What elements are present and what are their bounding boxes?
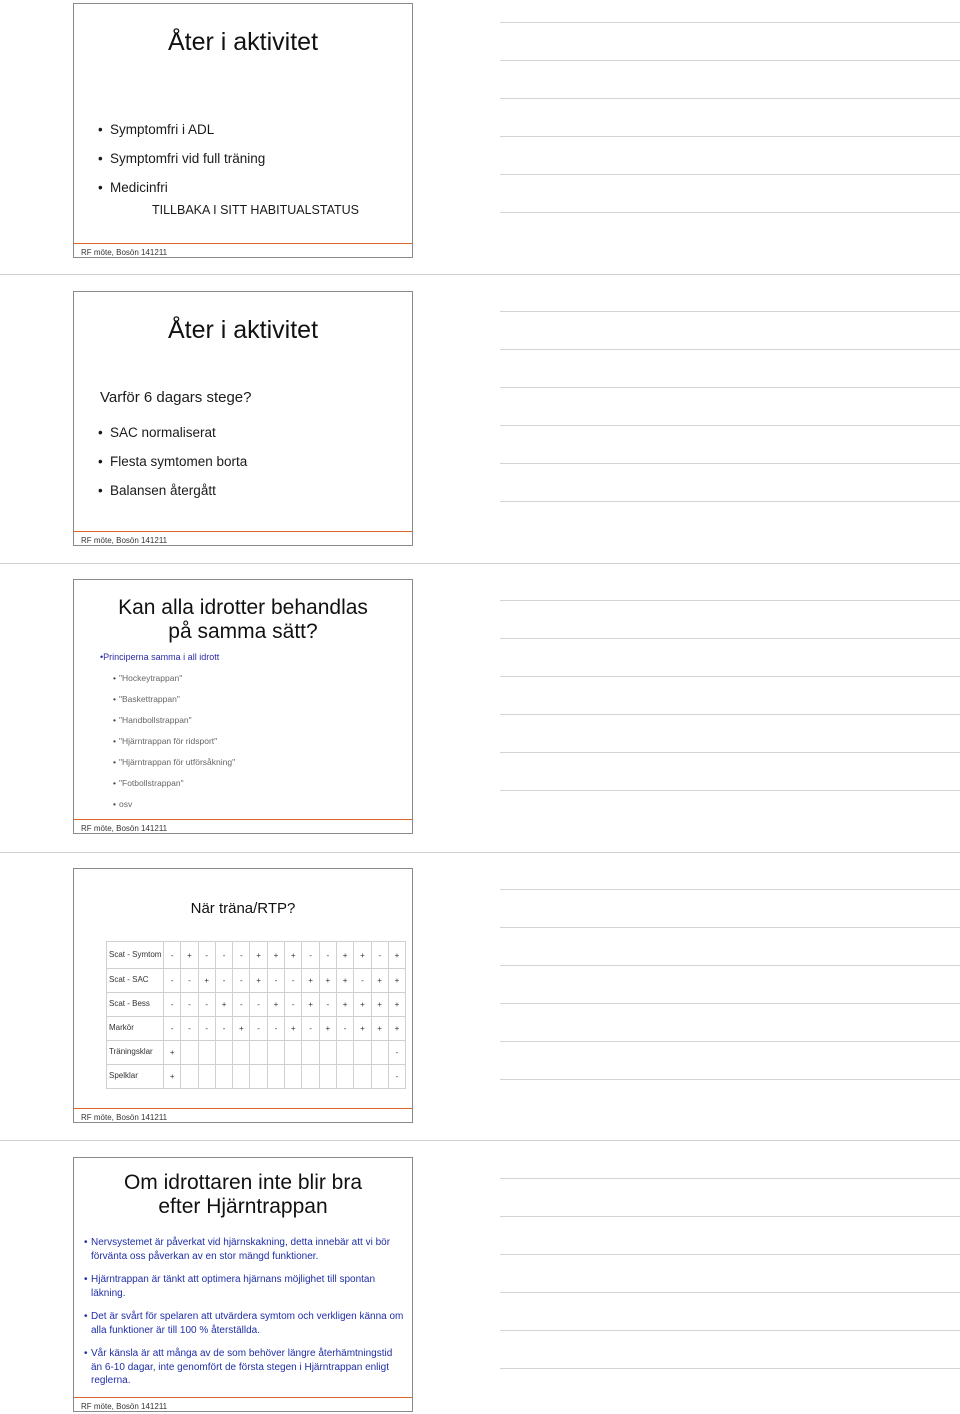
slide-2 xyxy=(73,291,413,546)
table-cell: - xyxy=(371,942,388,969)
note-line xyxy=(500,98,960,99)
table-cell: + xyxy=(215,993,232,1017)
table-cell xyxy=(181,1041,198,1065)
list-item: • Det är svårt för spelaren att utvärdera symtom och verkligen känna om alla funktioner är till 100 % återställda. xyxy=(84,1310,406,1337)
slide-footer: RF möte, Bosön 141211 xyxy=(81,1113,168,1122)
table-cell xyxy=(319,1041,336,1065)
note-line xyxy=(500,927,960,928)
table-cell: + xyxy=(267,942,284,969)
table-cell: - xyxy=(388,1041,405,1065)
bullet-dot: • xyxy=(100,652,104,662)
list-item: • SAC normaliserat xyxy=(96,418,247,447)
table-cell xyxy=(371,1041,388,1065)
slide-title-line-2: efter Hjärntrappan xyxy=(158,1194,328,1218)
row-label: Scat - Symtom xyxy=(107,942,164,969)
note-line xyxy=(500,463,960,464)
list-item: • Symptomfri vid full träning xyxy=(96,144,265,173)
table-cell xyxy=(267,1041,284,1065)
table-cell xyxy=(302,1041,319,1065)
row-label: Spelklar xyxy=(107,1065,164,1089)
table-cell: - xyxy=(285,969,302,993)
row-label: Scat - SAC xyxy=(107,969,164,993)
note-line xyxy=(500,1254,960,1255)
note-line xyxy=(500,212,960,213)
list-item: • "Hockeytrappan" xyxy=(113,673,235,694)
table-cell xyxy=(319,1065,336,1089)
footer-line xyxy=(74,243,412,244)
table-cell: - xyxy=(215,1017,232,1041)
table-cell: + xyxy=(181,942,198,969)
table-row xyxy=(107,993,406,1017)
list-item: • osv xyxy=(113,799,235,820)
table-cell xyxy=(181,1065,198,1089)
list-item: • Flesta symtomen borta xyxy=(96,447,247,476)
slide-footer: RF möte, Bosön 141211 xyxy=(81,824,168,833)
table-cell: - xyxy=(250,1017,267,1041)
table-cell: + xyxy=(267,993,284,1017)
table-cell: - xyxy=(233,993,250,1017)
slide-footer: RF möte, Bosön 141211 xyxy=(81,536,168,545)
table-cell: + xyxy=(285,942,302,969)
note-line xyxy=(500,600,960,601)
list-item: • Nervsystemet är påverkat vid hjärnskakning, detta innebär att vi bör förvänta oss påverkan av en stor mängd funktioner. xyxy=(84,1236,406,1263)
note-line xyxy=(500,1003,960,1004)
table-cell: - xyxy=(267,1017,284,1041)
table-cell: + xyxy=(302,969,319,993)
table-cell: - xyxy=(336,1017,353,1041)
slide-title xyxy=(84,1171,402,1218)
table-cell xyxy=(354,1065,371,1089)
note-line xyxy=(500,136,960,137)
table-cell: + xyxy=(302,993,319,1017)
table-cell: + xyxy=(388,1017,405,1041)
table-cell xyxy=(302,1065,319,1089)
slide-footer: RF möte, Bosön 141211 xyxy=(81,248,168,257)
table-cell xyxy=(371,1065,388,1089)
table-cell: - xyxy=(233,969,250,993)
note-line xyxy=(500,501,960,502)
table-cell xyxy=(250,1065,267,1089)
lead-bullet-text: Principerna samma i all idrott xyxy=(103,652,220,662)
table-cell: - xyxy=(302,942,319,969)
list-item: • Vår känsla är att många av de som behöver längre återhämtningstid än 6-10 dagar, inte genomfört de första stegen i Hjärntrappan enligt reglerna. xyxy=(84,1347,406,1388)
table-row xyxy=(107,1041,406,1065)
table-cell: - xyxy=(388,1065,405,1089)
bullet-list xyxy=(96,115,265,202)
table-cell: + xyxy=(336,969,353,993)
note-line xyxy=(500,714,960,715)
footer-line xyxy=(74,531,412,532)
lead-bullet xyxy=(100,652,219,662)
slide-title xyxy=(84,596,402,643)
table-cell xyxy=(354,1041,371,1065)
note-line xyxy=(500,1330,960,1331)
slide-4 xyxy=(73,868,413,1123)
table-cell xyxy=(198,1065,215,1089)
table-cell: + xyxy=(371,969,388,993)
footer-line xyxy=(74,1108,412,1109)
list-item: • "Hjärntrappan för utförsåkning" xyxy=(113,757,235,778)
table-cell xyxy=(233,1041,250,1065)
table-row xyxy=(107,942,406,969)
table-cell: + xyxy=(336,942,353,969)
list-item: • "Hjärntrappan för ridsport" xyxy=(113,736,235,757)
list-item: • Symptomfri i ADL xyxy=(96,115,265,144)
table-cell: + xyxy=(354,942,371,969)
slide-title-line-1: Om idrottaren inte blir bra xyxy=(123,1171,363,1194)
table-cell: - xyxy=(302,1017,319,1041)
note-line xyxy=(500,60,960,61)
slide-5 xyxy=(73,1157,413,1412)
note-line xyxy=(500,752,960,753)
note-line xyxy=(500,22,960,23)
note-line xyxy=(500,1041,960,1042)
table-cell: + xyxy=(319,969,336,993)
table-row xyxy=(107,1065,406,1089)
table-cell: - xyxy=(164,1017,181,1041)
row-label: Scat - Bess xyxy=(107,993,164,1017)
list-item: • "Handbollstrappan" xyxy=(113,715,235,736)
row-label: Markör xyxy=(107,1017,164,1041)
table-cell: + xyxy=(250,942,267,969)
table-cell: + xyxy=(371,993,388,1017)
table-cell: - xyxy=(215,969,232,993)
table-cell: - xyxy=(164,993,181,1017)
table-cell: - xyxy=(250,993,267,1017)
table-cell: + xyxy=(164,1041,181,1065)
bullet-list xyxy=(96,418,247,505)
row-label: Träningsklar xyxy=(107,1041,164,1065)
table-cell: - xyxy=(198,993,215,1017)
table-row xyxy=(107,969,406,993)
list-item: • "Baskettrappan" xyxy=(113,694,235,715)
note-line xyxy=(500,387,960,388)
table-cell: + xyxy=(354,993,371,1017)
table-cell xyxy=(198,1041,215,1065)
table-cell: - xyxy=(164,942,181,969)
footer-line xyxy=(74,1397,412,1398)
note-line xyxy=(500,676,960,677)
table-cell: - xyxy=(319,942,336,969)
note-line xyxy=(500,349,960,350)
slide-title-line-1: Kan alla idrotter behandlas xyxy=(118,596,368,619)
page-separator xyxy=(0,274,960,275)
table-cell: + xyxy=(250,969,267,993)
table-cell: - xyxy=(354,969,371,993)
table-cell: - xyxy=(267,969,284,993)
table-cell: - xyxy=(181,993,198,1017)
list-item: • Medicinfri xyxy=(96,173,265,202)
list-item: • Balansen återgått xyxy=(96,476,247,505)
table-cell: + xyxy=(371,1017,388,1041)
subline: TILLBAKA I SITT HABITUALSTATUS xyxy=(152,203,360,217)
table-cell: - xyxy=(181,1017,198,1041)
footer-line xyxy=(74,819,412,820)
table-cell: - xyxy=(319,993,336,1017)
slide-3 xyxy=(73,579,413,834)
note-line xyxy=(500,1292,960,1293)
list-item: • "Fotbollstrappan" xyxy=(113,778,235,799)
table-cell: + xyxy=(198,969,215,993)
sport-list xyxy=(113,673,235,820)
list-item: • Hjärntrappan är tänkt att optimera hjärnans möjlighet till spontan läkning. xyxy=(84,1273,406,1300)
table-cell: - xyxy=(285,993,302,1017)
note-line xyxy=(500,1216,960,1217)
table-cell: - xyxy=(233,942,250,969)
bullet-list xyxy=(84,1236,406,1398)
table-cell xyxy=(336,1065,353,1089)
table-cell: + xyxy=(388,942,405,969)
slide-footer: RF möte, Bosön 141211 xyxy=(81,1402,168,1411)
table-cell xyxy=(215,1041,232,1065)
table-cell: + xyxy=(285,1017,302,1041)
note-line xyxy=(500,638,960,639)
note-line xyxy=(500,965,960,966)
table-cell: - xyxy=(215,942,232,969)
table-cell: + xyxy=(354,1017,371,1041)
table-cell xyxy=(285,1041,302,1065)
table-cell xyxy=(336,1041,353,1065)
table-cell: - xyxy=(181,969,198,993)
note-line xyxy=(500,889,960,890)
table-row xyxy=(107,1017,406,1041)
slide-question: Varför 6 dagars stege? xyxy=(100,389,252,406)
slide-title: Åter i aktivitet xyxy=(167,316,319,344)
table-cell xyxy=(267,1065,284,1089)
table-cell: + xyxy=(319,1017,336,1041)
note-line xyxy=(500,311,960,312)
slide-title-line-2: på samma sätt? xyxy=(168,619,318,643)
note-line xyxy=(500,790,960,791)
table-cell xyxy=(285,1065,302,1089)
page-separator xyxy=(0,852,960,853)
table-cell: + xyxy=(336,993,353,1017)
table-cell: - xyxy=(198,1017,215,1041)
table-cell xyxy=(215,1065,232,1089)
table-cell: - xyxy=(198,942,215,969)
table-cell xyxy=(250,1041,267,1065)
table-cell: - xyxy=(164,969,181,993)
table-cell: + xyxy=(164,1065,181,1089)
note-line xyxy=(500,174,960,175)
slide-1 xyxy=(73,3,413,258)
note-line xyxy=(500,1178,960,1179)
rtp-table xyxy=(106,941,406,1089)
table-cell: + xyxy=(388,969,405,993)
note-line xyxy=(500,425,960,426)
page-separator xyxy=(0,1140,960,1141)
slide-title: Åter i aktivitet xyxy=(167,28,319,56)
slide-title: När träna/RTP? xyxy=(190,900,296,917)
table-cell xyxy=(233,1065,250,1089)
note-line xyxy=(500,1368,960,1369)
page-separator xyxy=(0,563,960,564)
note-line xyxy=(500,1079,960,1080)
table-cell: + xyxy=(233,1017,250,1041)
table-cell: + xyxy=(388,993,405,1017)
